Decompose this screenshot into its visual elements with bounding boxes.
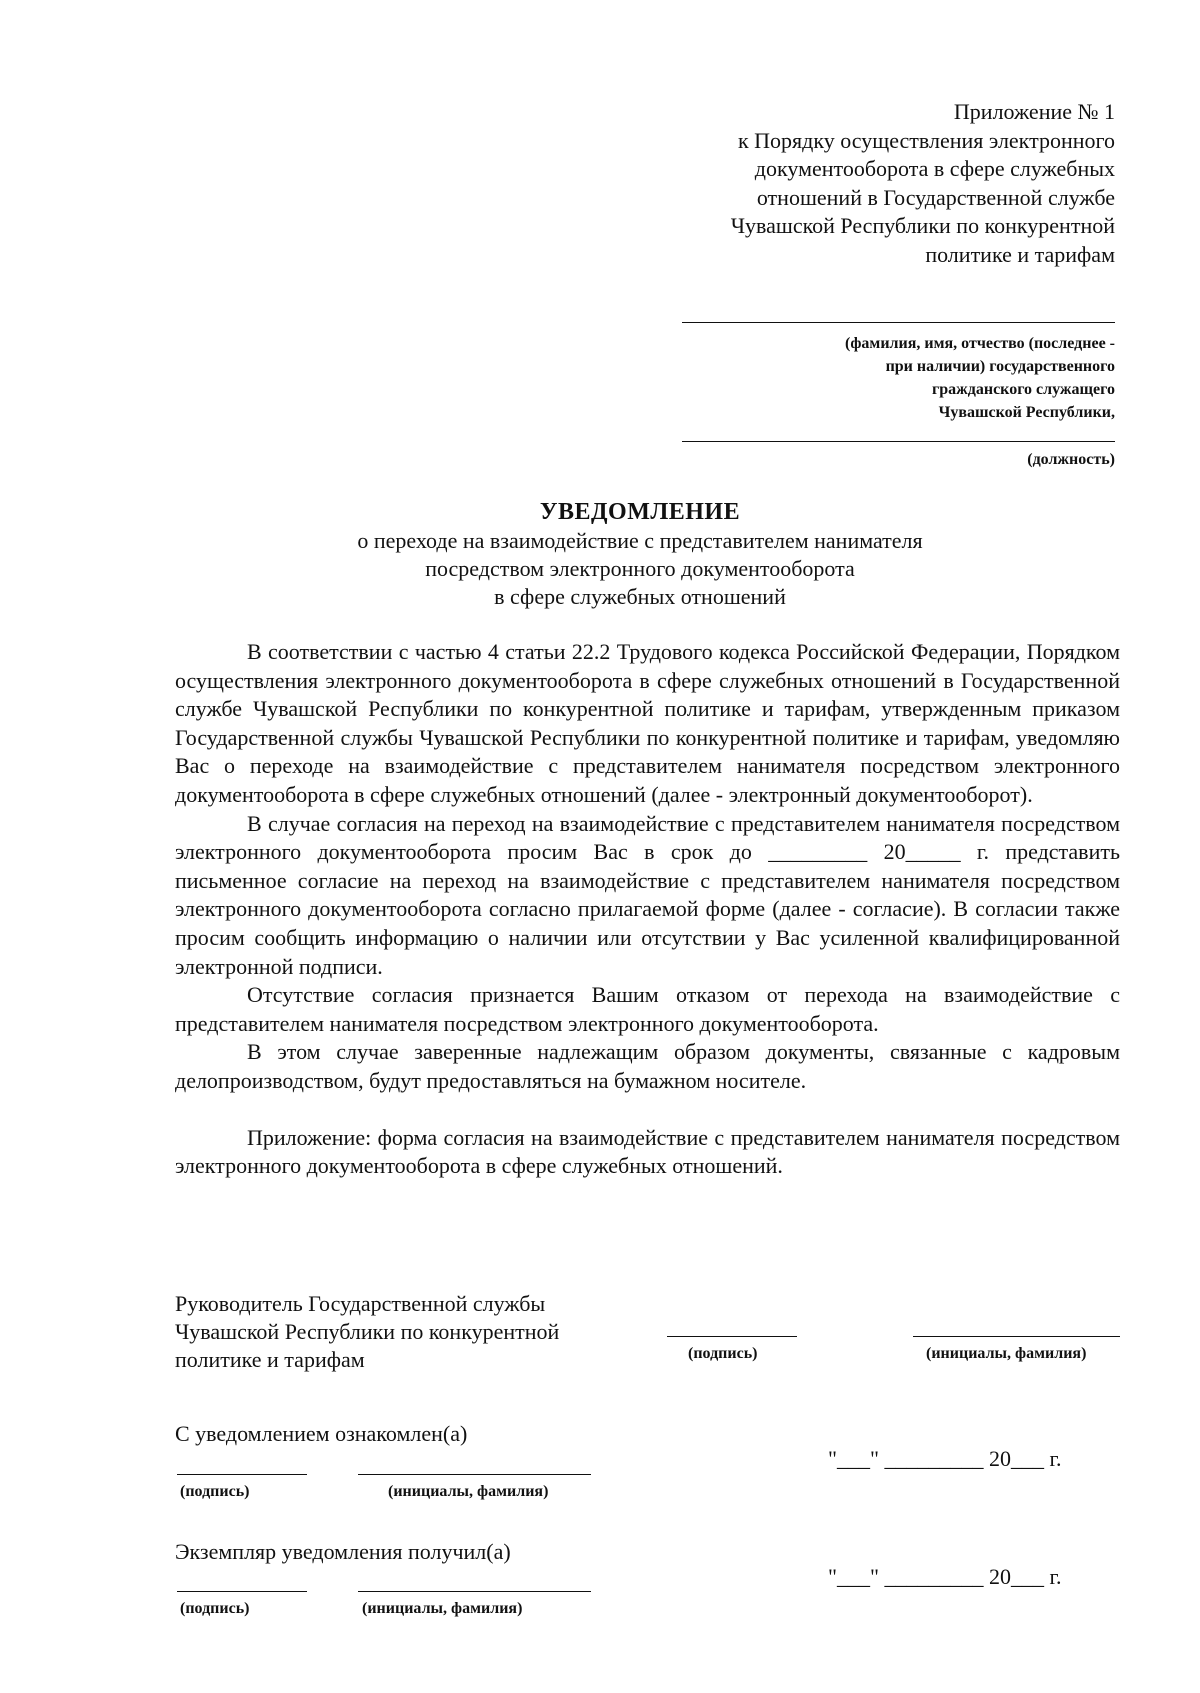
annex-line: отношений в Государственной службе bbox=[756, 184, 1115, 210]
received-label: Экземпляр уведомления получил(а) bbox=[175, 1539, 511, 1564]
received-initials-caption: (инициалы, фамилия) bbox=[362, 1600, 523, 1617]
received-signature-caption: (подпись) bbox=[180, 1600, 250, 1617]
acknowledged-date: "___" _________ 20___ г. bbox=[828, 1446, 1062, 1471]
fio-caption-line: при наличии) государственного bbox=[885, 358, 1115, 375]
head-title-line: политике и тарифам bbox=[175, 1347, 365, 1372]
head-signature-line bbox=[667, 1336, 797, 1337]
document-subtitle-line: посредством электронного документооборота bbox=[425, 556, 855, 581]
document-subtitle-line: о переходе на взаимодействие с представителем нанимателя bbox=[357, 528, 923, 553]
document-title: УВЕДОМЛЕНИЕ bbox=[539, 499, 741, 525]
body-paragraph-1: В соответствии с частью 4 статьи 22.2 Трудового кодекса Российской Федерации, Порядком осуществления электронного документооборота в сфере служебных отношений в Государственной службе Чувашской Республики по конкурентной политике и тарифам, утвержденным приказом Государственной службы Чувашской Республики по конкурентной политике и тарифам, уведомляю Вас о переходе на взаимодействие с представителем нанимателя посредством электронного документооборота в сфере служебных отношений (далее - электронный документооборот). bbox=[175, 639, 1120, 807]
head-title-line: Чувашской Республики по конкурентной bbox=[175, 1319, 560, 1344]
head-signature-caption: (подпись) bbox=[688, 1345, 758, 1362]
received-signature-line bbox=[177, 1591, 307, 1592]
acknowledged-initials-line bbox=[358, 1474, 591, 1475]
acknowledged-initials-caption: (инициалы, фамилия) bbox=[388, 1483, 549, 1500]
fio-caption-line: Чувашской Республики, bbox=[938, 404, 1115, 421]
annex-header bbox=[675, 98, 1115, 269]
document-body bbox=[175, 638, 1120, 1181]
head-title-line: Руководитель Государственной службы bbox=[175, 1291, 546, 1316]
fio-caption-line: (фамилия, имя, отчество (последнее - bbox=[845, 335, 1115, 352]
annex-line: Приложение № 1 bbox=[953, 99, 1115, 124]
recipient-fio-caption bbox=[715, 332, 1115, 424]
head-initials-caption: (инициалы, фамилия) bbox=[926, 1345, 1087, 1362]
recipient-fio-line bbox=[682, 322, 1115, 323]
body-paragraph-2: В случае согласия на переход на взаимодействие с представителем нанимателя посредством электронного документооборота просим Вас в срок до _________ 20_____ г. представить письменное согласие на переход на взаимодействие с представителем нанимателя посредством электронного документооборота согласно прилагаемой форме (далее - согласие). В согласии также просим сообщить информацию о наличии или отсутствии у Вас усиленной квалифицированной электронной подписи. bbox=[175, 810, 1120, 979]
document-subtitle-line: в сфере служебных отношений bbox=[494, 584, 786, 609]
body-paragraph-5: Приложение: форма согласия на взаимодействие с представителем нанимателя посредством электронного документооборота в сфере служебных отношений. bbox=[175, 1124, 1120, 1179]
annex-line: к Порядку осуществления электронного bbox=[737, 127, 1115, 153]
head-title-block bbox=[175, 1290, 559, 1374]
body-paragraph-4: В этом случае заверенные надлежащим образом документы, связанные с кадровым делопроизводством, будут предоставляться на бумажном носителе. bbox=[175, 1039, 1120, 1093]
recipient-position-caption: (должность) bbox=[1027, 451, 1115, 468]
annex-line: документооборота в сфере служебных bbox=[754, 156, 1115, 181]
received-initials-line bbox=[358, 1591, 591, 1592]
annex-line: Чувашской Республики по конкурентной bbox=[730, 213, 1115, 238]
acknowledged-signature-line bbox=[177, 1474, 307, 1475]
body-paragraph-3: Отсутствие согласия признается Вашим отказом от перехода на взаимодействие с представителем нанимателя посредством электронного документооборота. bbox=[175, 982, 1120, 1036]
annex-line: политике и тарифам bbox=[925, 241, 1115, 267]
head-initials-line bbox=[913, 1336, 1120, 1337]
acknowledged-label: С уведомлением ознакомлен(а) bbox=[175, 1421, 468, 1446]
acknowledged-signature-caption: (подпись) bbox=[180, 1483, 250, 1500]
fio-caption-line: гражданского служащего bbox=[932, 381, 1115, 398]
document-title-block bbox=[160, 497, 1120, 611]
received-date: "___" _________ 20___ г. bbox=[828, 1564, 1062, 1589]
recipient-position-line bbox=[682, 441, 1115, 442]
